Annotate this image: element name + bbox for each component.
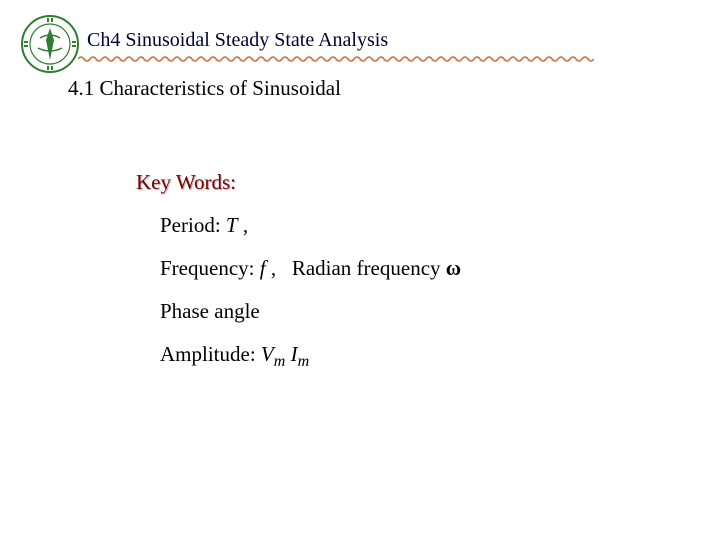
keyword-phase-angle: Phase angle — [160, 299, 260, 323]
period-suffix: , — [237, 213, 249, 237]
im-subscript: m — [297, 353, 310, 370]
frequency-suffix: , Radian frequency — [265, 256, 446, 280]
decorative-wave-divider — [78, 52, 594, 66]
period-label: Period: — [160, 213, 226, 237]
keyword-frequency — [160, 256, 461, 281]
vm-symbol: V — [260, 342, 274, 366]
radian-frequency-symbol: ω — [445, 256, 462, 280]
frequency-symbol: f — [259, 256, 266, 280]
university-seal-icon — [20, 14, 80, 74]
period-symbol: T — [225, 213, 238, 237]
section-title: 4.1 Characteristics of Sinusoidal — [68, 76, 341, 100]
keyword-period — [160, 213, 248, 238]
im-symbol: I — [290, 342, 298, 366]
page-title: Ch4 Sinusoidal Steady State Analysis — [87, 29, 389, 51]
keyword-amplitude — [160, 342, 310, 370]
amplitude-label: Amplitude: — [160, 342, 261, 366]
frequency-label: Frequency: — [160, 256, 260, 280]
key-words-heading: Key Words: — [136, 170, 236, 194]
vm-subscript: m — [273, 353, 286, 370]
